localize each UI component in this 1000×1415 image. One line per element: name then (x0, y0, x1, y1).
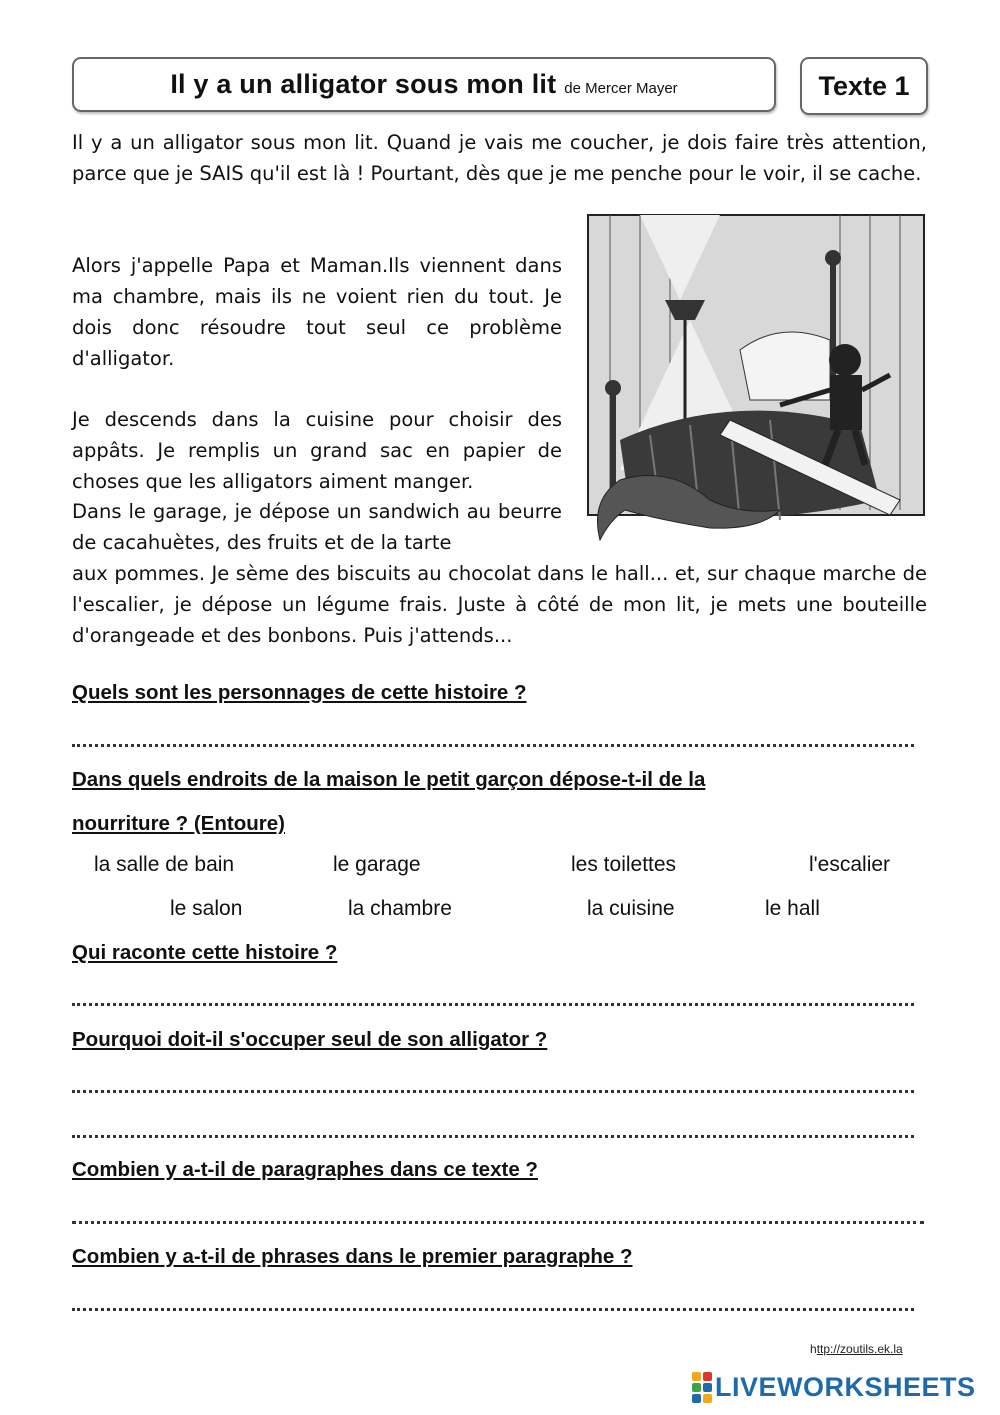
option-hall[interactable]: le hall (765, 897, 820, 920)
paragraph-4: Dans le garage, je dépose un sandwich au beurre de cacahuètes, des fruits et de la tarte (72, 500, 562, 554)
option-toilettes[interactable]: les toilettes (571, 853, 677, 876)
source-link-url: ttp://zoutils.ek.la (816, 1342, 903, 1356)
answer-line-1[interactable] (72, 733, 914, 747)
question-3: Qui raconte cette histoire ? (72, 941, 338, 964)
question-2-line-2 (72, 812, 285, 836)
answer-line-3[interactable] (72, 992, 914, 1006)
option-cuisine[interactable]: la cuisine (587, 897, 675, 920)
answer-line-6[interactable] (72, 1297, 914, 1311)
question-2-line-1: Dans quels endroits de la maison le petit garçon dépose-t-il de la (72, 768, 706, 791)
paragraph-5: aux pommes. Je sème des biscuits au chocolat dans le hall... et, sur chaque marche de l'escalier, je dépose un légume frais. Juste à côté de mon lit, je mets une bouteille d'orangeade et des bonbons. Puis j'attends... (72, 562, 927, 647)
logo-grid-icon (692, 1372, 712, 1403)
question-2-hint: (Entoure) (193, 812, 285, 835)
question-6: Combien y a-t-il de phrases dans le premier paragraphe ? (72, 1245, 633, 1268)
paragraph-2: Alors j'appelle Papa et Maman.Ils viennent dans ma chambre, mais ils ne voient rien du tout. Je dois donc résoudre tout seul ce problème d'alligator. (72, 254, 562, 370)
text-label: Texte 1 (800, 57, 928, 115)
story-author: de Mercer Mayer (564, 80, 678, 97)
option-chambre[interactable]: la chambre (348, 897, 452, 920)
question-2-text: nourriture ? (72, 812, 194, 835)
answer-line-4a[interactable] (72, 1079, 914, 1093)
source-link[interactable] (810, 1342, 903, 1356)
option-garage[interactable]: le garage (333, 853, 421, 876)
source-link-prefix: h (810, 1342, 817, 1356)
option-escalier[interactable]: l'escalier (809, 853, 891, 876)
question-1: Quels sont les personnages de cette histoire ? (72, 681, 527, 704)
story-title: Il y a un alligator sous mon lit (170, 69, 557, 99)
question-4: Pourquoi doit-il s'occuper seul de son alligator ? (72, 1028, 548, 1051)
question-5: Combien y a-t-il de paragraphes dans ce texte ? (72, 1158, 538, 1181)
paragraph-3: Je descends dans la cuisine pour choisir des appâts. Je remplis un grand sac en papier de choses que les alligators aiment manger. (72, 408, 562, 493)
boy-alligator-illustration (580, 210, 930, 550)
option-salle-de-bain[interactable]: la salle de bain (94, 853, 235, 876)
answer-line-4b[interactable] (72, 1124, 914, 1138)
option-salon[interactable]: le salon (170, 897, 243, 920)
answer-line-5[interactable] (72, 1210, 924, 1224)
brand-name: LIVEWORKSHEETS (715, 1372, 976, 1402)
title-box (72, 57, 776, 112)
liveworksheets-logo (692, 1372, 976, 1403)
paragraph-1: Il y a un alligator sous mon lit. Quand je vais me coucher, je dois faire très attention, parce que je SAIS qu'il est là ! Pourtant, dès que je me penche pour le voir, il se cache. (72, 131, 927, 185)
